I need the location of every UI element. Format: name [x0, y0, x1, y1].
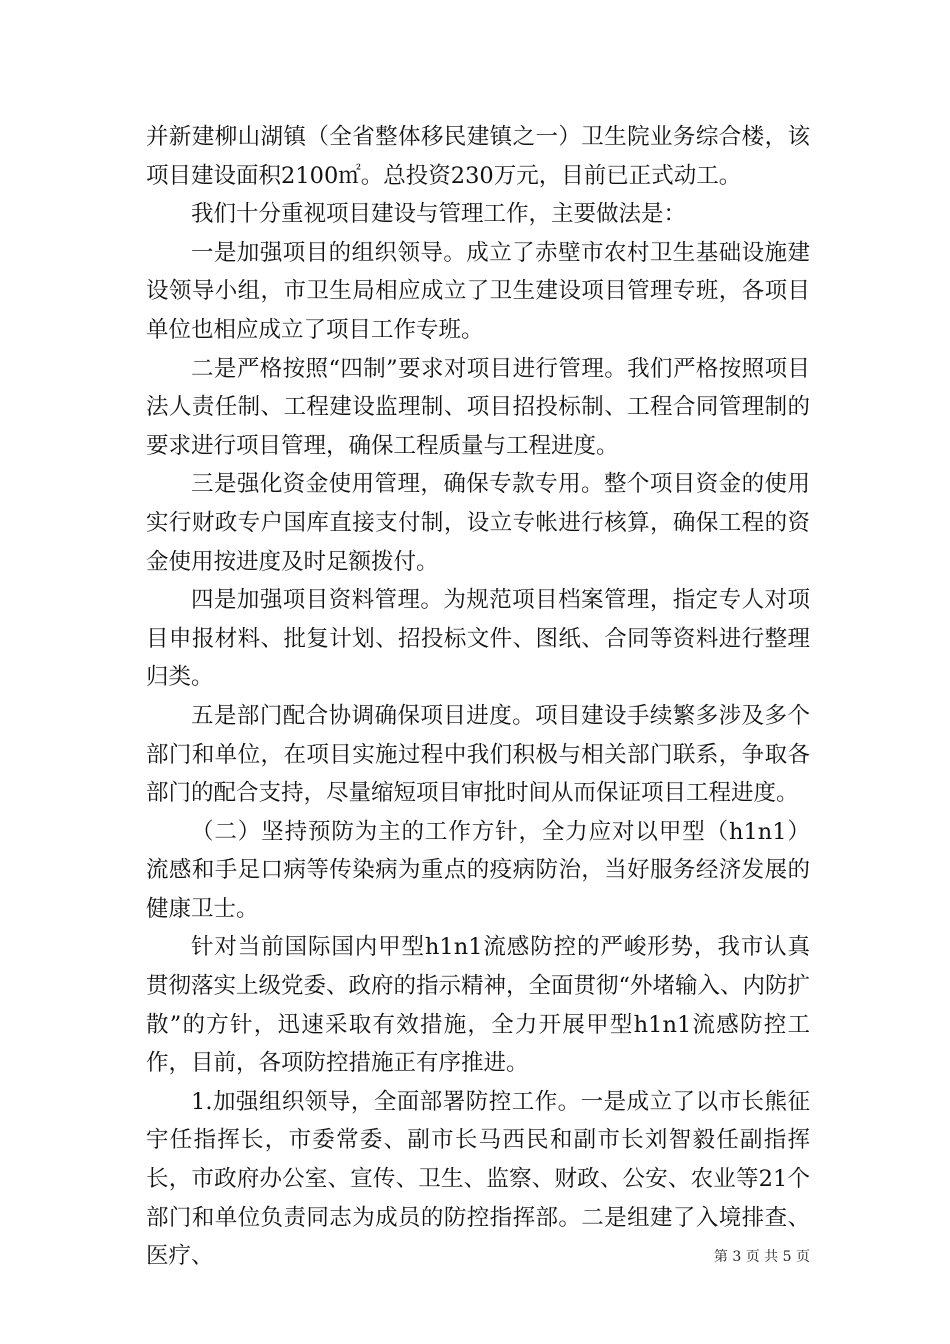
paragraph-9: 针对当前国际国内甲型h1n1流感防控的严峻形势，我市认真贯彻落实上级党委、政府的指示精神，全面贯彻“外堵输入、内防扩散”的方针，迅速采取有效措施，全力开展甲型h1n1流感防控工作，目前，各项防控措施正有序推进。	[146, 934, 811, 1077]
document-body	[146, 118, 810, 1276]
paragraph-10: 1.加强组织领导，全面部署防控工作。一是成立了以市长熊征宇任指挥长，市委常委、副市长马西民和副市长刘智毅任副指挥长，市政府办公室、宣传、卫生、监察、财政、公安、农业等21个部门和单位负责同志为成员的防控指挥部。二是组建了入境排查、医疗、	[146, 1088, 810, 1270]
paragraph-2: 我们十分重视项目建设与管理工作，主要做法是：	[191, 201, 687, 228]
page-number-footer: 第 3 页 共 5 页	[713, 1249, 810, 1265]
paragraph-3: 一是加强项目的组织领导。成立了赤壁市农村卫生基础设施建设领导小组，市卫生局相应成立了卫生建设项目管理专班，各项目单位也相应成立了项目工作专班。	[146, 239, 810, 343]
paragraph-7: 五是部门配合协调确保项目进度。项目建设手续繁多涉及多个部门和单位，在项目实施过程中我们积极与相关部门联系，争取各部门的配合支持，尽量缩短项目审批时间从而保证项目工程进度。	[146, 702, 810, 807]
paragraph-1: 并新建柳山湖镇（全省整体移民建镇之一）卫生院业务综合楼，该项目建设面积2100㎡。总投资230万元，目前已正式动工。	[146, 124, 810, 189]
paragraph-8: （二）坚持预防为主的工作方针，全力应对以甲型（h1n1）流感和手足口病等传染病为重点的疫病防治，当好服务经济发展的健康卫士。	[146, 818, 810, 922]
paragraph-5: 三是强化资金使用管理，确保专款专用。整个项目资金的使用实行财政专户国库直接支付制，设立专帐进行核算，确保工程的资金使用按进度及时足额拨付。	[146, 471, 810, 575]
paragraph-6: 四是加强项目资料管理。为规范项目档案管理，指定专人对项目申报材料、批复计划、招投标文件、图纸、合同等资料进行整理归类。	[146, 587, 810, 691]
paragraph-4: 二是严格按照“四制”要求对项目进行管理。我们严格按照项目法人责任制、工程建设监理制、项目招投标制、工程合同管理制的要求进行项目管理，确保工程质量与工程进度。	[146, 355, 810, 459]
